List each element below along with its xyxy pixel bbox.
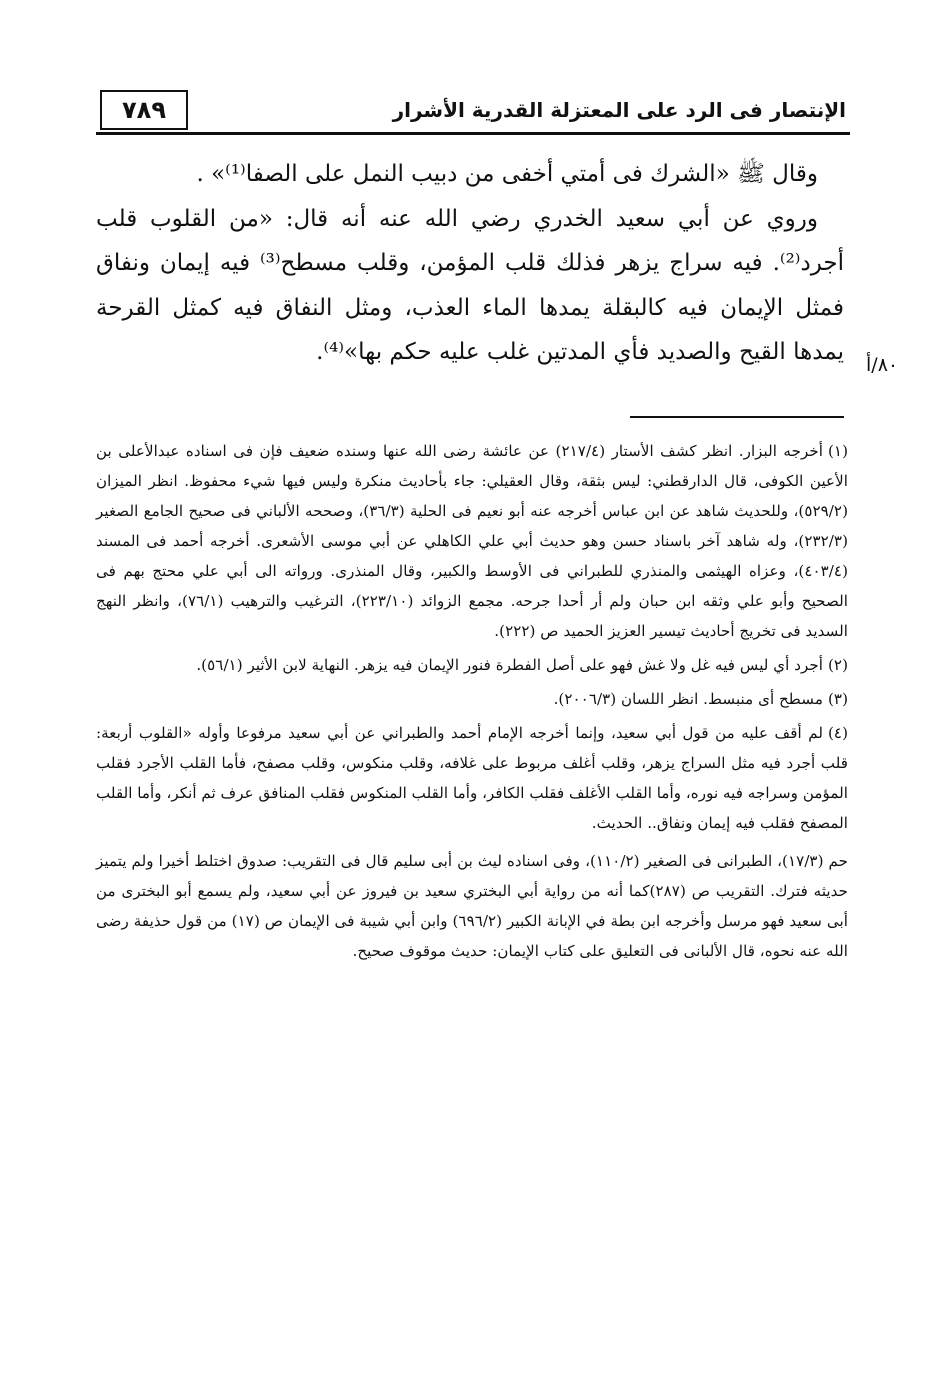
main-paragraph-2: وروي عن أبي سعيد الخدري رضي الله عنه أنه قال: «من القلوب قلب أجرد⁽²⁾. فيه سراج يزهر فذلك قلب المؤمن، وقلب مسطح⁽³⁾ فيه إيمان ونفاق فمثل الإيمان فيه كالبقلة يمدها الماء العذب، ومثل النفاق فيه كمثل القرحة يمدها القيح والصديد فأي المدتين غلب عليه حكم بها»⁽⁴⁾.: [96, 205, 844, 365]
footnote-number: (٤): [827, 724, 848, 742]
page-number: ٧٨٩: [100, 90, 188, 130]
footnote-number: (١): [827, 442, 848, 460]
main-text: [96, 152, 844, 375]
footnote-separator: [630, 416, 844, 418]
footnote-text: لم أقف عليه من قول أبي سعيد، وإنما أخرجه الإمام أحمد والطبراني عن أبي سعيد مرفوعا وأوله «القلوب أربعة: قلب أجرد فيه مثل السراج يزهر، وقلب أغلف مربوط على غلافه، وقلب منكوس، وقلب مصفح، فأما القلب الأجرد فقلب المؤمن وسراجه فيه نوره، وأما القلب الأغلف فقلب الكافر، وأما القلب المنكوس فقلب المنافق عرف ثم أنكر، وأما القلب المصفح فقلب فيه إيمان ونفاق.. الحديث.: [96, 724, 848, 832]
footnote-number: (٢): [827, 656, 848, 674]
main-paragraph-1: وقال ﷺ «الشرك فى أمتي أخفى من دبيب النمل على الصفا⁽¹⁾» .: [196, 161, 818, 187]
footnote-4: [96, 718, 848, 838]
footnote-1: [96, 436, 848, 646]
running-title: الإنتصار فى الرد على المعتزلة القدرية الأشرار: [392, 98, 846, 122]
footnote-text: أخرجه البزار. انظر كشف الأستار (٢١٧/٤) عن عائشة رضى الله عنها وسنده ضعيف فإن فى اسناده عبدالأعلى بن الأعين الكوفى، قال الدارقطني: ليس بثقة، وقال العقيلي: جاء بأحاديث منكرة وليس فيها شيء محفوظ. انظر الميزان (٥٢٩/٢)، وللحديث شاهد عن ابن عباس أخرجه عنه أبو نعيم فى الحلية (٣٦/٣)، وصححه الألباني فى صحيح الجامع الصغير (٢٣٢/٣)، وله شاهد آخر باسناد حسن وهو حديث أبي علي الكاهلي عن أبي موسى الأشعرى. أخرجه أحمد فى المسند (٤٠٣/٤)، وعزاه الهيثمى والمنذري للطبراني فى الأوسط والكبير، وقال المنذرى. ورواته الى أبي علي محتج بهم فى الصحيح وأبو علي وثقه ابن حبان ولم أر أحدا جرحه. مجمع الزوائد (٢٢٣/١٠)، الترغيب والترهيب (٧٦/١)، وانظر النهج السديد فى تخريج أحاديث تيسير العزيز الحميد ص (٢٢٢).: [96, 442, 848, 640]
footnote-text: أجرد أي ليس فيه غل ولا غش فهو على أصل الفطرة فنور الإيمان فيه يزهر. النهاية لابن الأثير (٥٦/١).: [196, 656, 823, 674]
footnote-4-continuation: حم (١٧/٣)، الطبرانى فى الصغير (١١٠/٢)، وفى اسناده ليث بن أبى سليم قال فى التقريب: صدوق اختلط أخيرا ولم يتميز حديثه فترك. التقريب ص (٢٨٧)كما أنه من رواية أبي البختري سعيد بن فيروز عن أبي سعيد، ولم يسمع أبو البخترى من أبى سعيد فهو مرسل وأخرجه ابن بطة في الإبانة الكبير (٦٩٦/٢) وابن أبي شيبة فى الإيمان ص (١٧) من قول حذيفة رضى الله عنه نحوه، قال الألبانى فى التعليق على كتاب الإيمان: حديث موقوف صحيح.: [96, 852, 849, 960]
page-header: [96, 84, 846, 134]
manuscript-folio-note: ٨٠/أ: [866, 354, 899, 376]
footnote-3: [96, 684, 848, 714]
footnote-number: (٣): [827, 690, 848, 708]
footnotes: [96, 436, 848, 966]
header-rule: [96, 132, 850, 135]
footnote-text: مسطح أى منبسط. انظر اللسان (٢٠٠٦/٣).: [553, 690, 823, 708]
footnote-2: [96, 650, 848, 680]
